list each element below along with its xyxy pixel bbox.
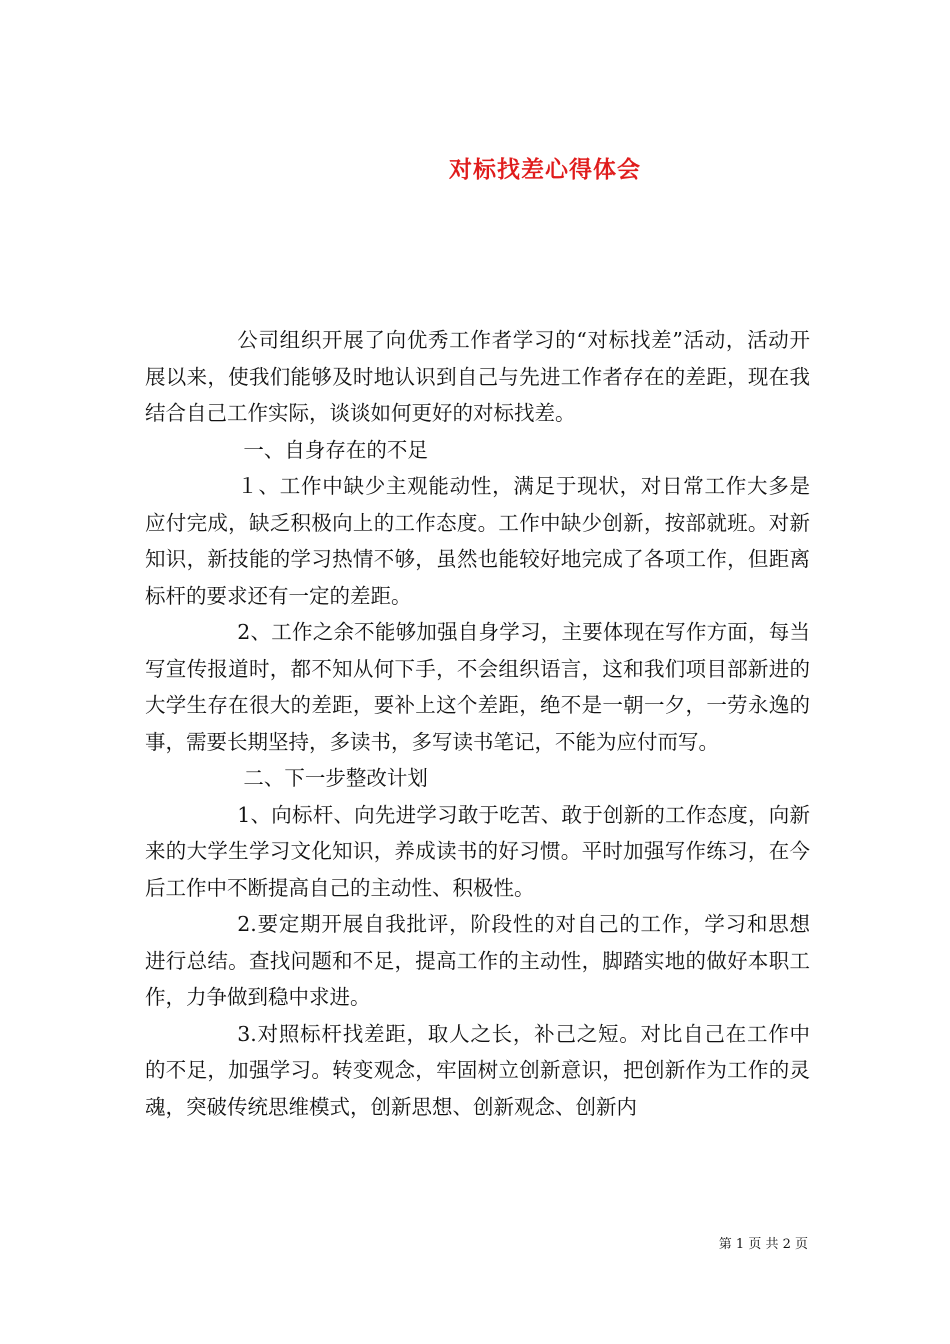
page-number-footer: 第 1 页 共 2 页 bbox=[718, 1237, 808, 1252]
plan-item-2: 2.要定期开展自我批评，阶段性的对自己的工作，学习和思想进行总结。查找问题和不足，提高工作的主动性，脚踏实地的做好本职工作，力争做到稳中求进。 bbox=[145, 912, 810, 1009]
page-title: 对标找差心得体会 bbox=[449, 156, 641, 184]
plan-item-3: 3.对照标杆找差距，取人之长，补己之短。对比自己在工作中的不足，加强学习。转变观念，牢固树立创新意识，把创新作为工作的灵魂，突破传统思维模式，创新思想、创新观念、创新内 bbox=[145, 1021, 810, 1119]
intro-paragraph: 公司组织开展了向优秀工作者学习的“对标找差”活动，活动开展以来，使我们能够及时地认识到自己与先进工作者存在的差距，现在我结合自己工作实际，谈谈如何更好的对标找差。 bbox=[145, 328, 810, 425]
plan-item-1: 1、向标杆、向先进学习敢于吃苦、敢于创新的工作态度，向新来的大学生学习文化知识，养成读书的好习惯。平时加强写作练习，在今后工作中不断提高自己的主动性、积极性。 bbox=[145, 802, 810, 900]
shortcoming-item-1: １、工作中缺少主观能动性，满足于现状，对日常工作大多是应付完成，缺乏积极向上的工作态度。工作中缺少创新，按部就班。对新知识，新技能的学习热情不够，虽然也能较好地完成了各项工作，但距离标杆的要求还有一定的差距。 bbox=[145, 474, 810, 608]
shortcoming-item-2: 2、工作之余不能够加强自身学习，主要体现在写作方面，每当写宣传报道时，都不知从何下手，不会组织语言，这和我们项目部新进的大学生存在很大的差距，要补上这个差距，绝不是一朝一夕，一劳永逸的事，需要长期坚持，多读书，多写读书笔记，不能为应付而写。 bbox=[145, 620, 810, 754]
document-body bbox=[145, 322, 810, 1125]
section-heading-shortcomings: 一、自身存在的不足 bbox=[243, 437, 428, 462]
section-heading-plan: 二、下一步整改计划 bbox=[243, 766, 428, 790]
